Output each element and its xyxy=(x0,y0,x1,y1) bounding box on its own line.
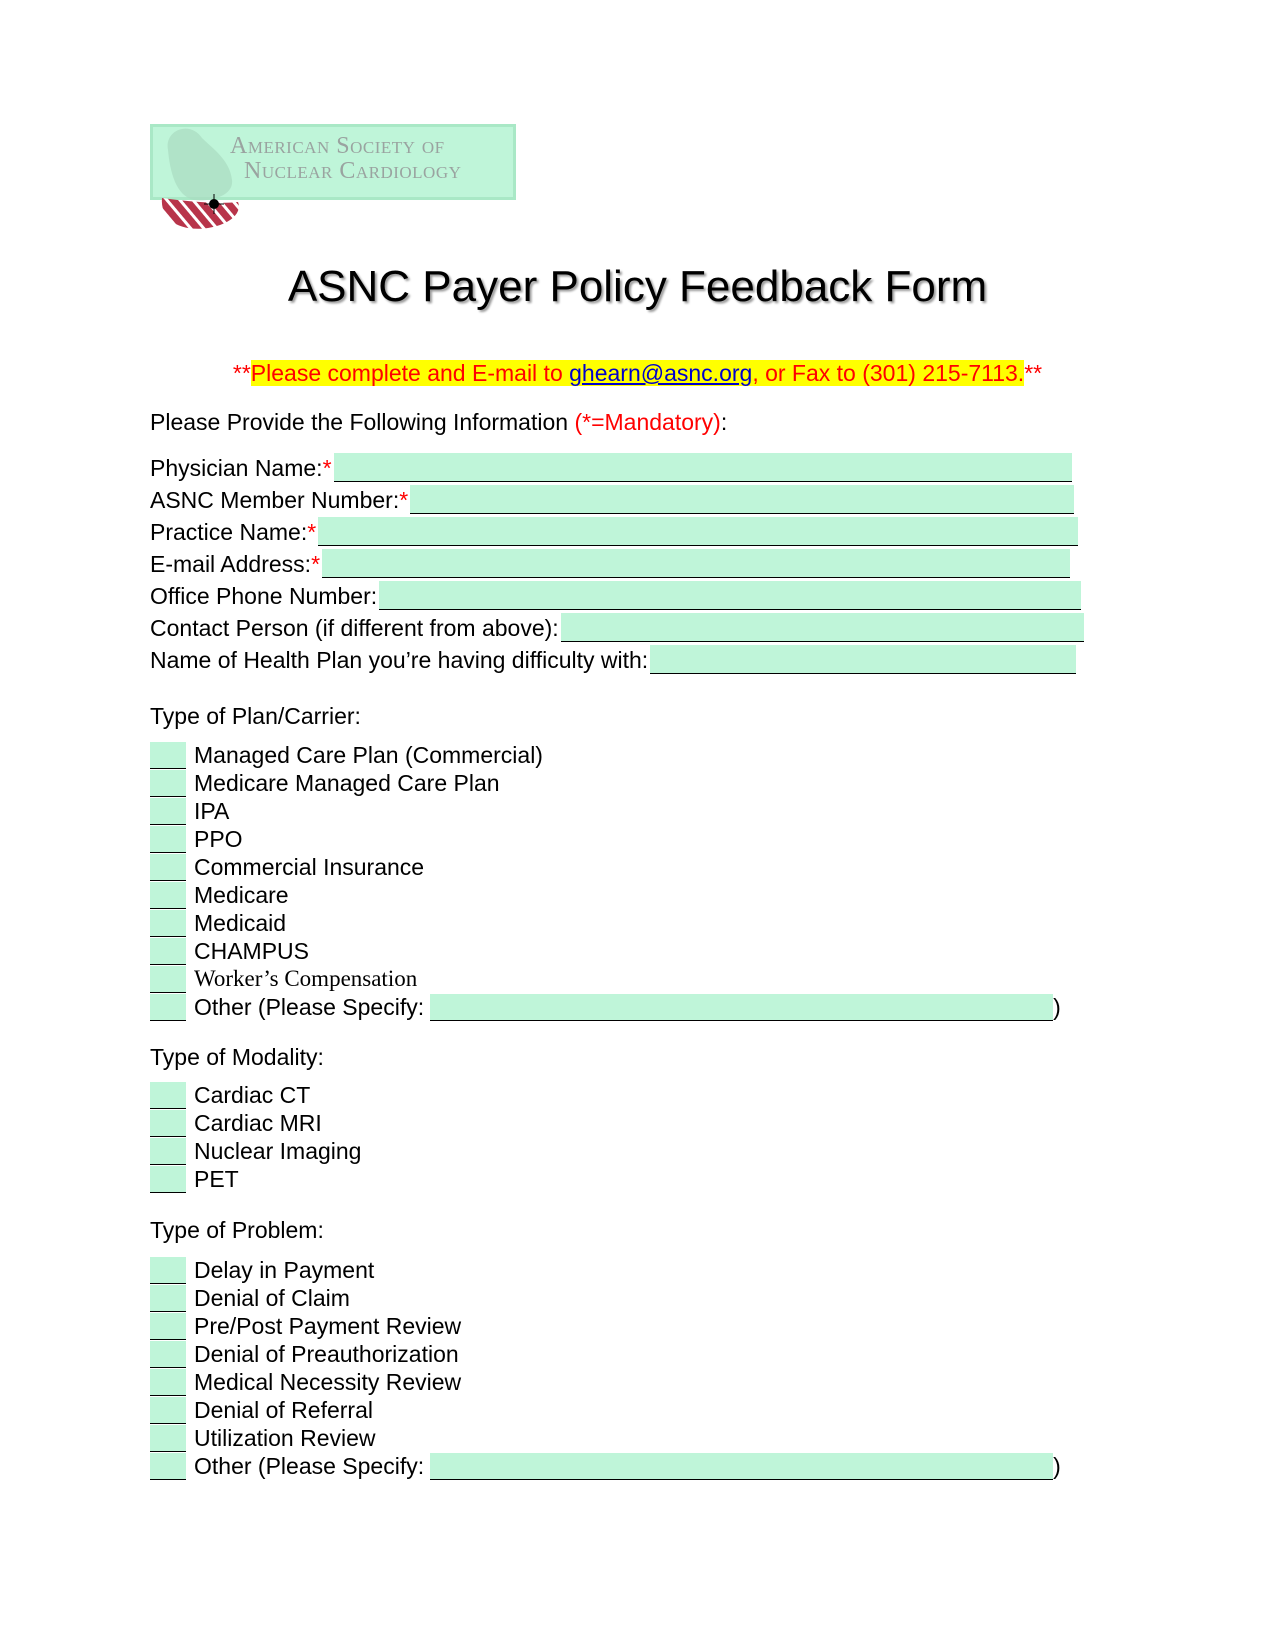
plan-option xyxy=(150,965,417,993)
plan-other-input[interactable] xyxy=(430,994,1053,1021)
problem-option xyxy=(150,1368,461,1396)
problem-option xyxy=(150,1284,350,1312)
option-label: Other (Please Specify: xyxy=(194,994,425,1020)
field-label: Physician Name: xyxy=(150,455,323,481)
modality-option xyxy=(150,1165,239,1193)
modality-checkbox[interactable] xyxy=(150,1138,186,1165)
problem-option xyxy=(150,1312,461,1340)
option-label: Commercial Insurance xyxy=(194,854,425,880)
modality-checkbox[interactable] xyxy=(150,1082,186,1109)
option-label: Denial of Preauthorization xyxy=(194,1341,459,1367)
logo-line-1: American Society of xyxy=(230,133,445,159)
plan-checkbox[interactable] xyxy=(150,994,186,1021)
plan-option xyxy=(150,937,309,965)
mandatory-note: (*=Mandatory) xyxy=(574,409,721,435)
option-label: Medicare Managed Care Plan xyxy=(194,770,500,796)
office-phone-field xyxy=(150,580,1081,610)
problem-other-input[interactable] xyxy=(430,1453,1053,1480)
problem-option xyxy=(150,1396,373,1424)
problem-checkbox[interactable] xyxy=(150,1341,186,1368)
modality-option xyxy=(150,1137,361,1165)
field-label: ASNC Member Number: xyxy=(150,487,400,513)
asnc-logo xyxy=(150,120,526,242)
email-address-input[interactable] xyxy=(322,549,1070,578)
problem-checkbox[interactable] xyxy=(150,1425,186,1452)
required-marker: * xyxy=(399,487,409,513)
option-label: PET xyxy=(194,1166,239,1192)
option-label: Nuclear Imaging xyxy=(194,1138,362,1164)
option-label: Utilization Review xyxy=(194,1425,376,1451)
notice-suffix: ** xyxy=(1024,360,1043,386)
plan-checkbox[interactable] xyxy=(150,854,186,881)
plan-checkbox[interactable] xyxy=(150,770,186,797)
modality-option xyxy=(150,1081,310,1109)
member-number-field xyxy=(150,484,1074,514)
page-title: ASNC Payer Policy Feedback Form xyxy=(287,262,988,311)
problem-checkbox[interactable] xyxy=(150,1313,186,1340)
intro-text xyxy=(150,408,727,436)
intro-colon: : xyxy=(720,409,728,435)
contact-person-field xyxy=(150,612,1084,642)
practice-name-input[interactable] xyxy=(318,517,1078,546)
option-label: Medicare xyxy=(194,882,289,908)
option-label: Denial of Claim xyxy=(194,1285,350,1311)
option-label: IPA xyxy=(194,798,230,824)
plan-checkbox[interactable] xyxy=(150,798,186,825)
option-label: Medicaid xyxy=(194,910,287,936)
required-marker: * xyxy=(307,519,317,545)
modality-checkbox[interactable] xyxy=(150,1110,186,1137)
modality-checkbox[interactable] xyxy=(150,1166,186,1193)
plan-option xyxy=(150,797,229,825)
plan-option xyxy=(150,769,500,797)
modality-section-heading: Type of Modality: xyxy=(150,1044,324,1070)
required-marker: * xyxy=(311,551,321,577)
option-label: Worker’s Compensation xyxy=(194,966,418,991)
physician-name-field xyxy=(150,452,1072,482)
member-number-input[interactable] xyxy=(410,485,1074,514)
plan-checkbox[interactable] xyxy=(150,882,186,909)
plan-option xyxy=(150,909,286,937)
plan-option xyxy=(150,741,543,769)
plan-section-heading: Type of Plan/Carrier: xyxy=(150,703,361,729)
problem-option xyxy=(150,1256,374,1284)
problem-checkbox[interactable] xyxy=(150,1285,186,1312)
office-phone-input[interactable] xyxy=(379,581,1081,610)
notice-text-1: Please complete and E-mail to xyxy=(250,360,570,386)
notice-highlight xyxy=(251,360,1024,386)
plan-checkbox[interactable] xyxy=(150,826,186,853)
option-label: Other (Please Specify: xyxy=(194,1453,425,1479)
plan-option-other xyxy=(150,993,1061,1021)
contact-person-input[interactable] xyxy=(561,613,1084,642)
health-plan-input[interactable] xyxy=(650,645,1076,674)
field-label: Office Phone Number: xyxy=(150,583,378,609)
close-paren: ) xyxy=(1053,1453,1061,1479)
required-marker: * xyxy=(322,455,332,481)
option-label: PPO xyxy=(194,826,243,852)
problem-option-other xyxy=(150,1452,1061,1480)
plan-checkbox[interactable] xyxy=(150,742,186,769)
option-label: Medical Necessity Review xyxy=(194,1369,462,1395)
option-label: CHAMPUS xyxy=(194,938,310,964)
option-label: Managed Care Plan (Commercial) xyxy=(194,742,543,768)
logo-line-2: Nuclear Cardiology xyxy=(244,158,462,184)
notice-text-2: , or Fax to (301) 215-7113. xyxy=(752,360,1025,386)
problem-option xyxy=(150,1340,459,1368)
field-label: Name of Health Plan you’re having difficulty with: xyxy=(150,647,649,673)
submission-notice xyxy=(0,360,1275,387)
plan-option xyxy=(150,825,243,853)
problem-checkbox[interactable] xyxy=(150,1257,186,1284)
modality-option xyxy=(150,1109,322,1137)
health-plan-field xyxy=(150,644,1076,674)
option-label: Pre/Post Payment Review xyxy=(194,1313,462,1339)
physician-name-input[interactable] xyxy=(334,453,1072,482)
option-label: Cardiac CT xyxy=(194,1082,311,1108)
problem-checkbox[interactable] xyxy=(150,1453,186,1480)
plan-checkbox[interactable] xyxy=(150,910,186,937)
problem-checkbox[interactable] xyxy=(150,1369,186,1396)
option-label: Denial of Referral xyxy=(194,1397,373,1423)
field-label: E-mail Address: xyxy=(150,551,312,577)
plan-checkbox[interactable] xyxy=(150,938,186,965)
option-label: Delay in Payment xyxy=(194,1257,375,1283)
plan-option xyxy=(150,853,424,881)
intro-label: Please Provide the Following Information xyxy=(150,409,575,435)
close-paren: ) xyxy=(1053,994,1061,1020)
email-address-field xyxy=(150,548,1070,578)
email-link[interactable]: ghearn@asnc.org xyxy=(569,360,753,386)
plan-checkbox[interactable] xyxy=(150,966,186,993)
problem-option xyxy=(150,1424,376,1452)
notice-prefix: ** xyxy=(232,360,251,386)
practice-name-field xyxy=(150,516,1078,546)
problem-checkbox[interactable] xyxy=(150,1397,186,1424)
plan-option xyxy=(150,881,289,909)
field-label: Contact Person (if different from above): xyxy=(150,615,559,641)
field-label: Practice Name: xyxy=(150,519,308,545)
problem-section-heading: Type of Problem: xyxy=(150,1217,324,1243)
option-label: Cardiac MRI xyxy=(194,1110,322,1136)
logo-text xyxy=(230,134,461,184)
